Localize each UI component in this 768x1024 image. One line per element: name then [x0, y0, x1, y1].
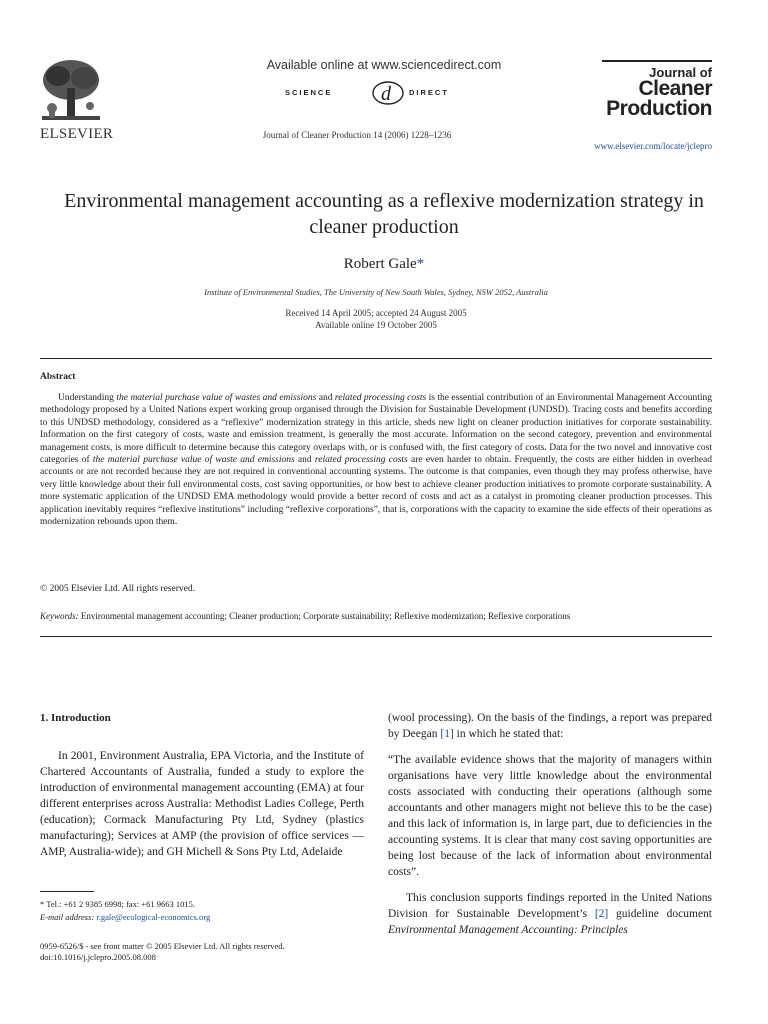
journal-logo	[602, 60, 712, 119]
abstract-text: are even harder to obtain. Frequently, the costs are either hidden in overhead accounts or are not recorded because they are not required in conventional accounting systems. The outcome is that companies, even though they may profess otherwise, have very little knowledge about their full environmental costs, cost saving opportunities, or how best to achieve cleaner production initiatives to promote corporate sustainability. A more systematic application of the UNDSD EMA methodology would provide a better record of costs and act as a catalyst in promoting cleaner production processes. This application inevitably requires “reflexive institutions” including “reflexive corporations”, that is, corporations with the capacity to examine the side effects of their operations as modernization rebounds upon them.	[40, 455, 713, 528]
doi-line: doi:10.1016/j.jclepro.2005.08.008	[40, 952, 156, 962]
received-date: Received 14 April 2005; accepted 24 August 2005	[285, 308, 467, 318]
abstract-body	[40, 392, 712, 528]
abstract-emphasis: the material purchase value of waste and emissions	[92, 455, 295, 466]
journal-reference: Journal of Cleaner Production 14 (2006) 1228–1236	[262, 130, 452, 140]
abstract-copyright: © 2005 Elsevier Ltd. All rights reserved.	[40, 584, 195, 594]
journal-logo-line3: Production	[606, 97, 712, 120]
abstract-text: is the essential contribution of an Environmental Management Accounting methodology proposed by a United Nations expert working group organised through the Division for Sustainable Development (UNDSD). Tracing costs and benefits according to this UNDSD methodology, considered as a “reflexive” modernization strategy in this article, sheds new light on cleaner production initiatives for corporate sustainability. Information on the first category of costs, waste and emission treatment, is generally the most accurate. Information on the second category, prevention and environmental management costs, is more difficult to determine because this category overlaps with, or is confused with, the first category of costs. Data for the two novel and innovative cost categories of	[40, 393, 712, 466]
abstract-text: and	[294, 455, 315, 466]
body-text: This conclusion supports findings reported in the United Nations Division for Sustainable Development’s	[388, 892, 712, 920]
right-column	[388, 710, 712, 938]
abstract-emphasis: related processing costs	[314, 455, 408, 466]
abstract-emphasis: related processing costs	[334, 393, 427, 403]
online-date: Available online 19 October 2005	[315, 320, 437, 330]
author-name: Robert Gale	[343, 256, 417, 272]
sd-left-text: SCIENCE	[285, 88, 333, 97]
journal-logo-line1: Journal of	[649, 65, 712, 80]
author-footnote-mark[interactable]: *	[416, 256, 425, 272]
journal-logo-rule	[602, 60, 712, 62]
available-online: Available online at www.sciencedirect.com	[266, 58, 502, 72]
right-paragraph-1	[388, 710, 712, 742]
author-line	[0, 256, 768, 273]
left-column	[40, 710, 364, 860]
journal-logo-line2: Cleaner	[638, 77, 712, 100]
svg-text:d: d	[381, 83, 391, 105]
top-divider	[40, 358, 712, 359]
email-link[interactable]: r.gale@ecological-economics.org	[96, 912, 211, 922]
body-emphasis: Environmental Management Accounting: Principles	[388, 924, 628, 936]
publisher-name: ELSEVIER	[40, 126, 114, 142]
footnote	[40, 898, 360, 924]
citation-link[interactable]: [2]	[594, 908, 609, 920]
abstract-paragraph	[40, 392, 712, 528]
footnote-tel: * Tel.: +61 2 9385 6998; fax: +61 9663 1015.	[40, 899, 195, 909]
abstract-emphasis: the material purchase value of wastes and emissions	[116, 393, 317, 403]
right-paragraph-2	[388, 890, 712, 938]
sciencedirect-logo	[285, 80, 485, 108]
keywords-list: Environmental management accounting; Cleaner production; Corporate sustainability; Reflexive modernization; Reflexive corporations	[78, 611, 571, 621]
issn-line: 0959-6526/$ - see front matter © 2005 Elsevier Ltd. All rights reserved.	[40, 941, 285, 951]
article-title: Environmental management accounting as a reflexive modernization strategy in cleaner production	[64, 190, 704, 238]
journal-url-link[interactable]: www.elsevier.com/locate/jclepro	[594, 141, 712, 151]
block-quote: “The available evidence shows that the majority of managers within organisations have very little knowledge about the environmental costs associated with conducting their operations (although some accountants and other managers might not believe this to be the case) and this lack of information is, in large part, due to deficiencies in the accounting systems. It is clear that many cost saving opportunities are being lost because of the lack of information about environmental costs”.	[388, 754, 712, 878]
article-dates	[0, 307, 752, 331]
keywords-label: Keywords:	[40, 611, 79, 621]
abstract-heading: Abstract	[40, 372, 76, 382]
footnote-rule	[40, 891, 94, 892]
affiliation: Institute of Environmental Studies, The University of New South Wales, Sydney, NSW 2052, Australia	[204, 287, 548, 297]
body-text: in which he stated that:	[453, 728, 564, 740]
citation-link[interactable]: [1]	[440, 728, 454, 740]
body-text: guideline document	[608, 908, 712, 920]
abstract-bottom-divider	[40, 636, 712, 637]
section-heading: 1. Introduction	[40, 712, 111, 724]
abstract-text: and	[316, 393, 335, 403]
body-text: (wool processing). On the basis of the findings, a report was prepared by Deegan	[388, 712, 712, 740]
keywords	[40, 611, 712, 621]
issn-block	[40, 941, 440, 963]
sd-at-icon	[371, 80, 405, 106]
abstract-text: Understanding	[58, 393, 117, 403]
intro-paragraph: In 2001, Environment Australia, EPA Victoria, and the Institute of Chartered Accountants of Australia, funded a study to explore the introduction of environmental management accounting (EMA) at four different enterprises across Australia: Methodist Ladies College, Perth (education); Cormack Manufacturing Pty Ltd, Sydney (plastics manufacturing); Services at AMP (the provision of office services — AMP, Australia-wide); and GH Michell & Sons Pty Ltd, Adelaide	[40, 750, 364, 858]
email-label: E-mail address:	[40, 912, 95, 922]
sd-right-text: DIRECT	[409, 88, 449, 97]
footnote-email-line	[40, 911, 360, 924]
